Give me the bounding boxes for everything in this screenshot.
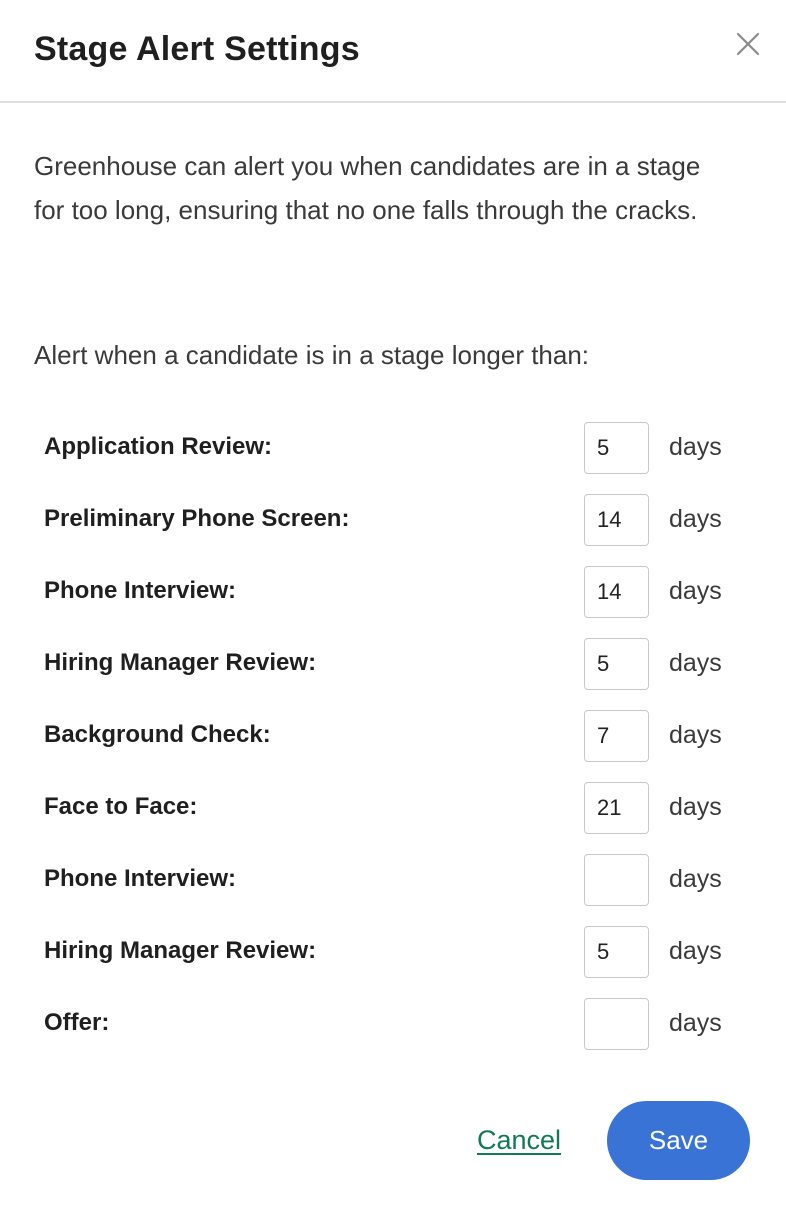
days-unit-label: days — [669, 1009, 722, 1037]
stage-label: Background Check: — [44, 721, 271, 748]
days-unit-label: days — [669, 721, 722, 749]
save-button[interactable]: Save — [607, 1101, 750, 1180]
days-input[interactable] — [584, 854, 649, 906]
close-button[interactable] — [734, 30, 762, 58]
days-unit-label: days — [669, 865, 722, 893]
days-unit-label: days — [669, 937, 722, 965]
days-unit-label: days — [669, 505, 722, 533]
cancel-link[interactable]: Cancel — [477, 1125, 562, 1155]
stage-label: Face to Face: — [44, 793, 198, 820]
days-input[interactable] — [584, 566, 649, 618]
stage-row — [0, 421, 786, 493]
stage-row — [0, 493, 786, 565]
stage-row — [0, 637, 786, 709]
days-unit-label: days — [669, 577, 722, 605]
stage-row — [0, 709, 786, 781]
days-unit-label: days — [669, 433, 722, 461]
days-input[interactable] — [584, 926, 649, 978]
intro-text: Greenhouse can alert you when candidates are in a stage for too long, ensuring that no one falls through the cracks. — [34, 151, 701, 225]
days-input[interactable] — [584, 638, 649, 690]
days-input[interactable] — [584, 494, 649, 546]
stage-label: Phone Interview: — [44, 865, 237, 892]
stage-label: Application Review: — [44, 433, 273, 460]
days-input[interactable] — [584, 710, 649, 762]
stage-row — [0, 997, 786, 1069]
stage-label: Hiring Manager Review: — [44, 649, 317, 676]
stage-label: Hiring Manager Review: — [44, 937, 317, 964]
stage-row — [0, 565, 786, 637]
days-input[interactable] — [584, 782, 649, 834]
stage-row — [0, 781, 786, 853]
stage-list — [0, 421, 786, 1069]
stage-label: Phone Interview: — [44, 577, 237, 604]
stage-row — [0, 925, 786, 997]
stage-row — [0, 853, 786, 925]
stage-label: Preliminary Phone Screen: — [44, 505, 350, 532]
days-input[interactable] — [584, 422, 649, 474]
days-input[interactable] — [584, 998, 649, 1050]
close-icon — [734, 30, 762, 58]
dialog-title: Stage Alert Settings — [34, 30, 360, 68]
days-unit-label: days — [669, 793, 722, 821]
stage-label: Offer: — [44, 1009, 110, 1036]
dialog-header — [0, 0, 786, 103]
days-unit-label: days — [669, 649, 722, 677]
alert-threshold-heading: Alert when a candidate is in a stage longer than: — [34, 340, 590, 370]
